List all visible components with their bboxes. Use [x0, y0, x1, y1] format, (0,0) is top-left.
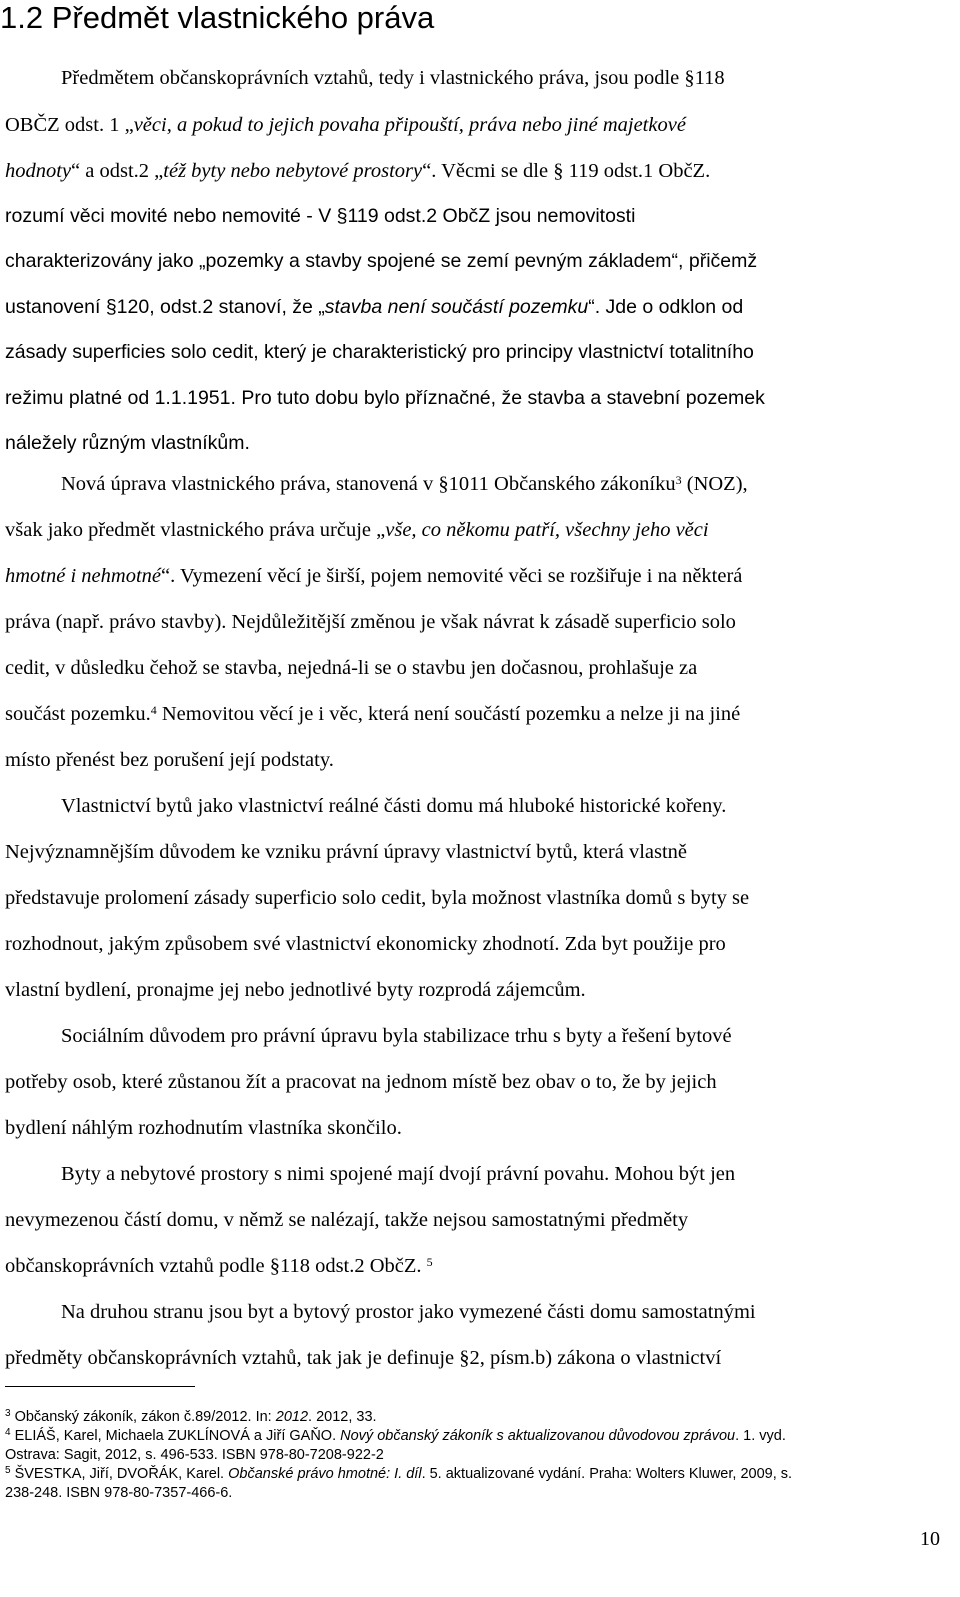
text-line: předměty občanskoprávních vztahů, tak jak je definuje §2, písm.b) zákona o vlastnictví: [5, 1347, 722, 1369]
text-line: místo přenést bez porušení její podstaty.: [5, 749, 334, 771]
text-line: Na druhou stranu jsou byt a bytový prostor jako vymezené části domu samostatnými: [61, 1301, 756, 1323]
footnote-ref: 4: [150, 703, 157, 717]
page-number: 10: [920, 1528, 940, 1550]
text-line: hmotné i nehmotné“. Vymezení věcí je širší, pojem nemovité věci se rozšiřuje i na některá: [5, 565, 743, 587]
text-line: Sociálním důvodem pro právní úpravu byla stabilizace trhu s byty a řešení bytové: [61, 1025, 732, 1047]
text-line: občanskoprávních vztahů podle §118 odst.2 ObčZ. $^5$: [5, 1255, 433, 1277]
text-line: rozumí věci movité nebo nemovité - V §119 odst.2 ObčZ jsou nemovitosti: [5, 205, 636, 227]
footnote-5: $^5$ ŠVESTKA, Jiří, DVOŘÁK, Karel. Občanské právo hmotné: I. díl. 5. aktualizované vydání. Praha: Wolters Kluwer, 2009, s.: [5, 1465, 793, 1482]
footnote-4: $^4$ ELIÁŠ, Karel, Michaela ZUKLÍNOVÁ a Jiří GAŇO. Nový občanský zákoník s aktualizovanou důvodovou zprávou. 1. vyd.: [5, 1427, 786, 1444]
text-line: vlastní bydlení, pronajme jej nebo jednotlivé byty rozprodá zájemcům.: [5, 979, 586, 1001]
footnote-5-cont: 238-248. ISBN 978-80-7357-466-6.: [5, 1485, 233, 1501]
section-heading: 1.2 Předmět vlastnického práva: [0, 0, 435, 35]
text-line: Vlastnictví bytů jako vlastnictví reálné části domu má hluboké historické kořeny.: [61, 795, 727, 817]
footnote-3: $^3$ Občanský zákoník, zákon č.89/2012. In: 2012. 2012, 33.: [5, 1408, 377, 1425]
text-line: režimu platné od 1.1.1951. Pro tuto dobu bylo příznačné, že stavba a stavební pozemek: [5, 387, 765, 409]
text-line: OBČZ odst. 1 „věci, a pokud to jejich povaha připouští, práva nebo jiné majetkové: [5, 114, 686, 136]
footnote-ref: 5: [426, 1255, 433, 1269]
text-line: potřeby osob, které zůstanou žít a pracovat na jednom místě bez obav o to, že by jejich: [5, 1071, 717, 1093]
text-line: však jako předmět vlastnického práva určuje „vše, co někomu patří, všechny jeho věci: [5, 519, 709, 541]
text-line: cedit, v důsledku čehož se stavba, nejedná-li se o stavbu jen dočasnou, prohlašuje za: [5, 657, 698, 679]
text-line: bydlení náhlým rozhodnutím vlastníka skončilo.: [5, 1117, 402, 1139]
text-line: zásady superficies solo cedit, který je charakteristický pro principy vlastnictví totalitního: [5, 341, 754, 363]
text-line: Byty a nebytové prostory s nimi spojené mají dvojí právní povahu. Mohou být jen: [61, 1163, 736, 1185]
text-line: součást pozemku.$^4$ Nemovitou věcí je i věc, která není součástí pozemku a nelze ji na jiné: [5, 703, 741, 725]
text-line: náležely různým vlastníkům.: [5, 432, 250, 454]
text-line: rozhodnout, jakým způsobem své vlastnictví ekonomicky zhodnotí. Zda byt použije pro: [5, 933, 726, 955]
text-line: hodnoty“ a odst.2 „též byty nebo nebytové prostory“. Věcmi se dle § 119 odst.1 ObčZ.: [5, 160, 711, 182]
footnote-ref: 3: [675, 473, 682, 487]
text-line: Nejvýznamnějším důvodem ke vzniku právní úpravy vlastnictví bytů, která vlastně: [5, 841, 688, 863]
text-line: práva (např. právo stavby). Nejdůležitější změnou je však návrat k zásadě superficio solo: [5, 611, 736, 633]
text-line: charakterizovány jako „pozemky a stavby spojené se zemí pevným základem“, přičemž: [5, 250, 758, 272]
text-line: představuje prolomení zásady superficio solo cedit, byla možnost vlastníka domů s byty se: [5, 887, 750, 909]
footnote-separator: [5, 1386, 195, 1387]
text-line: ustanovení §120, odst.2 stanoví, že „stavba není součástí pozemku“. Jde o odklon od: [5, 296, 744, 318]
text-line: Nová úprava vlastnického práva, stanovená v §1011 Občanského zákoníku$^3$ (NOZ),: [61, 473, 748, 495]
footnote-4-cont: Ostrava: Sagit, 2012, s. 496-533. ISBN 978-80-7208-922-2: [5, 1447, 384, 1463]
text-line: Předmětem občanskoprávních vztahů, tedy i vlastnického práva, jsou podle §118: [61, 67, 725, 89]
text-line: nevymezenou částí domu, v němž se nalézají, takže nejsou samostatnými předměty: [5, 1209, 689, 1231]
